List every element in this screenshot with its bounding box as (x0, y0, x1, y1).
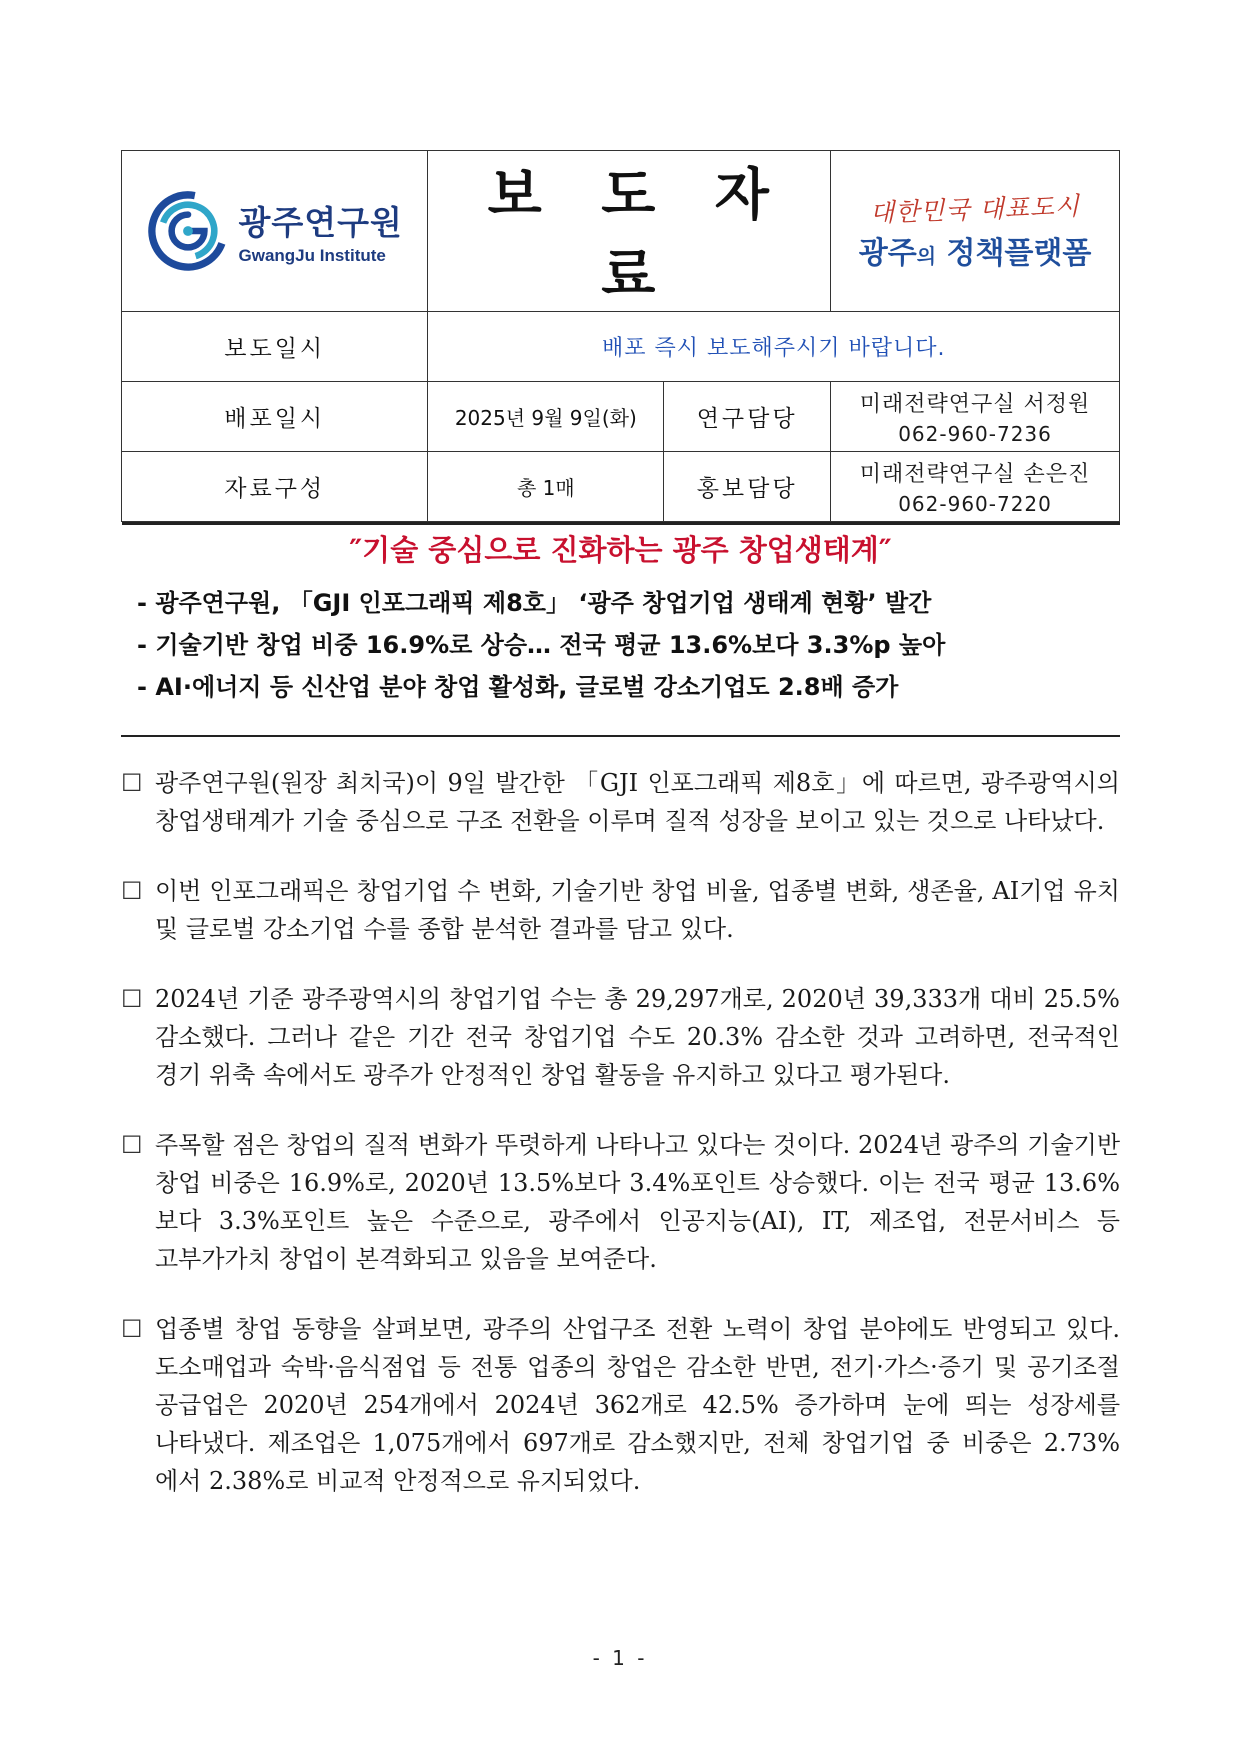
institute-name-ko: 광주연구원 (238, 202, 403, 242)
distribution-value-cell (428, 382, 664, 452)
pr-label: 홍보담당 (696, 476, 798, 502)
institute-logo (122, 190, 427, 272)
release-label-cell (122, 312, 428, 382)
checkbox-bullet-icon: ☐ (121, 1131, 143, 1159)
release-value-cell (428, 312, 1120, 382)
header-bottom-rule (122, 522, 1120, 524)
checkbox-bullet-icon: ☐ (121, 877, 143, 905)
research-label: 연구담당 (696, 406, 798, 432)
title-cell (428, 151, 831, 312)
checkbox-bullet-icon: ☐ (121, 1315, 143, 1343)
body-paragraphs (121, 764, 1120, 1532)
paragraph-text: 이번 인포그래픽은 창업기업 수 변화, 기술기반 창업 비율, 업종별 변화, 생존율, AI기업 유치 및 글로벌 강소기업 수를 종합 분석한 결과를 담고 있다. (155, 877, 1120, 943)
subhead: - 광주연구원, 「GJI 인포그래픽 제8호」 ‘광주 창업기업 생태계 현황’ 발간 (137, 589, 932, 617)
distribution-label: 배포일시 (224, 406, 326, 432)
paragraph (121, 980, 1120, 1094)
research-contact-cell (831, 382, 1120, 452)
slogan-top: 대한민국 대표도시 (869, 191, 1081, 228)
slogan-main-b: 정책플랫폼 (936, 236, 1092, 271)
slogan-main (831, 228, 1119, 272)
distribution-label-cell (122, 382, 428, 452)
paragraph-text: 광주연구원(원장 최치국)이 9일 발간한 「GJI 인포그래픽 제8호」에 따르면, 광주광역시의 창업생태계가 기술 중심으로 구조 전환을 이루며 질적 성장을 보이고 있는 것으로 나타났다. (155, 769, 1120, 835)
headline: ″기술 중심으로 진화하는 광주 창업생태계″ (349, 533, 892, 567)
subhead: - 기술기반 창업 비중 16.9%로 상승… 전국 평균 13.6%보다 3.3%p 높아 (137, 631, 946, 659)
subhead: - AI·에너지 등 신산업 분야 창업 활성화, 글로벌 강소기업도 2.8배 증가 (137, 673, 899, 701)
checkbox-bullet-icon: ☐ (121, 769, 143, 797)
paragraph (121, 1126, 1120, 1278)
press-release-title: 보 도 자 료 (487, 163, 789, 308)
paragraph (121, 872, 1120, 948)
logo-cell (122, 151, 428, 312)
release-label: 보도일시 (224, 336, 326, 362)
page-number: - 1 - (592, 1646, 648, 1670)
checkbox-bullet-icon: ☐ (121, 985, 143, 1013)
distribution-value: 2025년 9월 9일(화) (454, 406, 637, 430)
paragraph (121, 764, 1120, 840)
paragraph-text: 업종별 창업 동향을 살펴보면, 광주의 산업구조 전환 노력이 창업 분야에도 반영되고 있다. 도소매업과 숙박·음식점업 등 전통 업종의 창업은 감소한 반면, 전기·가스·증기 및 공기조절 공급업은 2020년 254개에서 2024년 362개로 42.5% 증가하며 눈에 띄는 성장세를 나타냈다. 제조업은 1,075개에서 697개로 감소했지만, 전체 창업기업 중 비중은 2.73%에서 2.38%로 비교적 안정적으로 유지되었다. (155, 1315, 1120, 1495)
pr-contact-cell (831, 452, 1120, 522)
paragraph-text: 주목할 점은 창업의 질적 변화가 뚜렷하게 나타나고 있다는 것이다. 2024년 광주의 기술기반 창업 비중은 16.9%로, 2020년 13.5%보다 3.4%포인트 상승했다. 이는 전국 평균 13.6%보다 3.3%포인트 높은 수준으로, 광주에서 인공지능(AI), IT, 제조업, 전문서비스 등 고부가가치 창업이 본격화되고 있음을 보여준다. (155, 1131, 1120, 1273)
slogan-main-a: 광주 (858, 236, 917, 271)
institute-name-en: GwangJu Institute (238, 245, 386, 265)
press-header-table (121, 150, 1120, 525)
subheads (137, 582, 1120, 708)
paragraph-text: 2024년 기준 광주광역시의 창업기업 수는 총 29,297개로, 2020년 39,333개 대비 25.5% 감소했다. 그러나 같은 기간 전국 창업기업 수도 20.3% 감소한 것과 고려하면, 전국적인 경기 위축 속에서도 광주가 안정적인 창업 활동을 유지하고 있다고 평가된다. (155, 985, 1120, 1089)
pr-label-cell (664, 452, 831, 522)
pr-contact-name: 미래전략연구실 손은진 (859, 462, 1091, 487)
institute-logo-icon (147, 190, 229, 272)
composition-value: 총 1매 (516, 476, 575, 500)
composition-label-cell (122, 452, 428, 522)
research-label-cell (664, 382, 831, 452)
research-contact-name: 미래전략연구실 서정원 (859, 392, 1091, 417)
slogan-main-particle: 의 (916, 244, 937, 268)
release-value: 배포 즉시 보도해주시기 바랍니다. (601, 336, 946, 361)
composition-value-cell (428, 452, 664, 522)
section-divider (121, 735, 1120, 737)
composition-label: 자료구성 (224, 476, 326, 502)
paragraph (121, 1310, 1120, 1500)
pr-contact-phone: 062-960-7220 (898, 492, 1052, 516)
research-contact-phone: 062-960-7236 (898, 422, 1052, 446)
slogan-cell (831, 151, 1120, 312)
